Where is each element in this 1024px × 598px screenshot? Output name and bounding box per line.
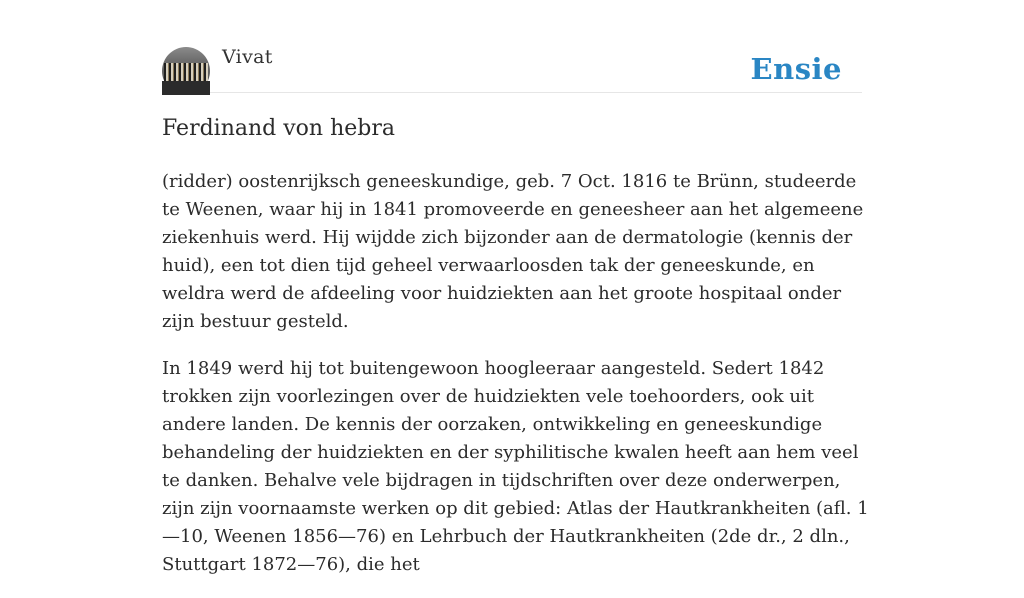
- site-name-link[interactable]: Vivat: [222, 46, 273, 68]
- site-header: [162, 0, 862, 93]
- article-page: [162, 0, 869, 575]
- article-body: [162, 168, 877, 598]
- shelf-graphic: [162, 81, 210, 95]
- books-graphic: [164, 63, 208, 81]
- paragraph: (ridder) oostenrijksch geneeskundige, geb. 7 Oct. 1816 te Brünn, studeerde te Weenen, waar hij in 1841 promoveerde en geneesheer aan het algemeene ziekenhuis werd. Hij wijdde zich bijzonder aan de dermatologie (kennis der huid), een tot dien tijd geheel verwaarloosden tak der geneeskunde, en weldra werd de afdeeling voor huidziekten aan het groote hospitaal onder zijn bestuur gesteld.: [162, 171, 864, 332]
- brand-logo[interactable]: Ensie: [750, 52, 842, 86]
- bookshelf-avatar-icon[interactable]: [162, 47, 210, 95]
- paragraph: In 1849 werd hij tot buitengewoon hoogleeraar aangesteld. Sedert 1842 trokken zijn voorlezingen over de huidziekten vele toehoorders, ook uit andere landen. De kennis der oorzaken, ontwikkeling en geneeskundige behandeling der huidziekten en der syphilitische kwalen heeft aan hem veel te danken. Behalve vele bijdragen in tijdschriften over deze onderwerpen, zijn zijn voornaamste werken op dit gebied: Atlas der Hautkrankheiten (afl. 1—10, Weenen 1856—76) en Lehrbuch der Hautkrankheiten (2de dr., 2 dln., Stuttgart 1872—76), die het: [162, 358, 869, 575]
- article-title: Ferdinand von hebra: [162, 116, 395, 141]
